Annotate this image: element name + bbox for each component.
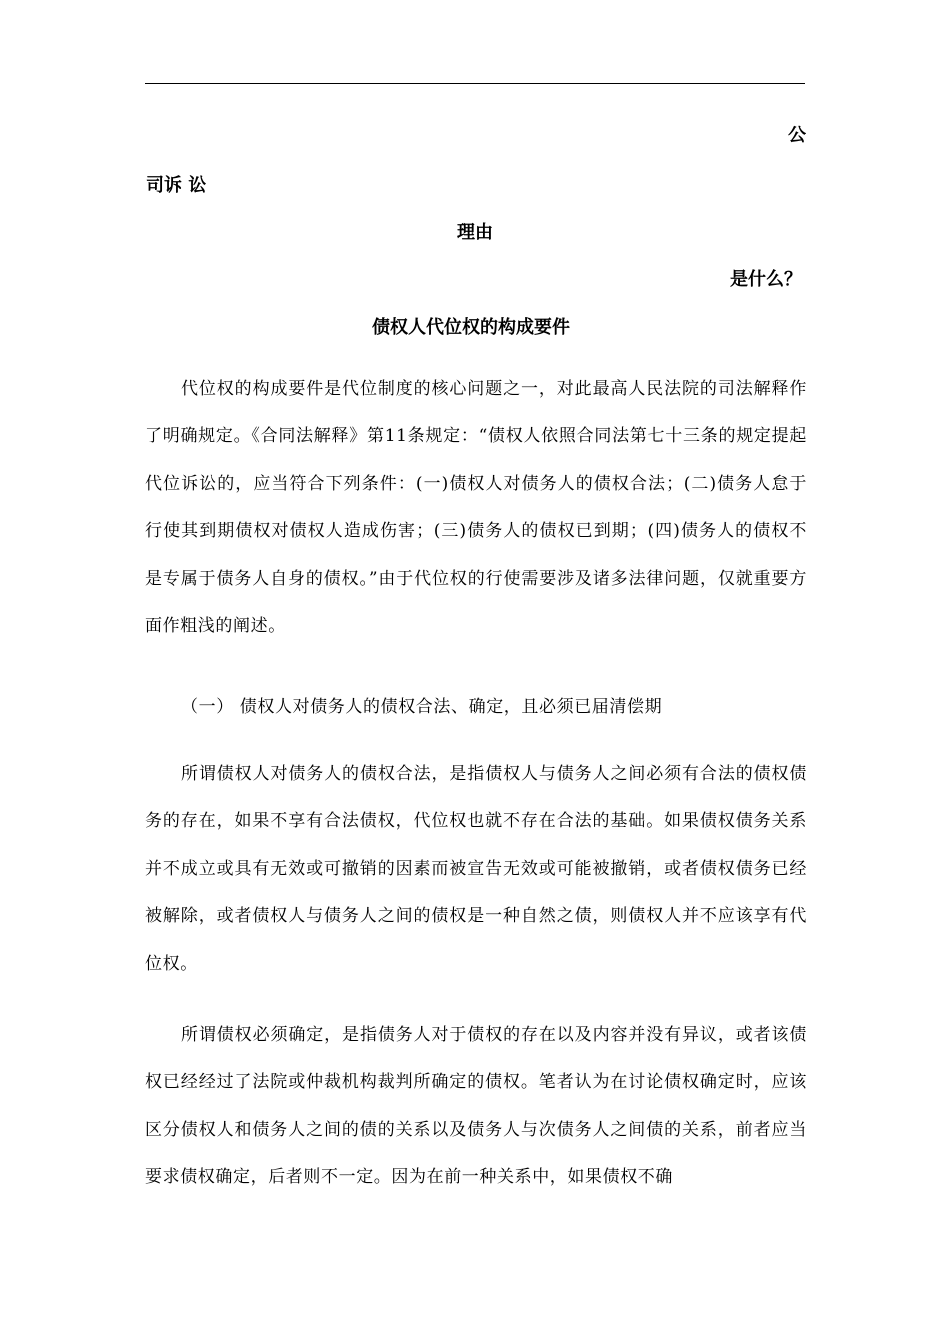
paragraph-intro: 代位权的构成要件是代位制度的核心问题之一，对此最高人民法院的司法解释作了明确规定。《合同法解释》第11条规定：“债权人依照合同法第七十三条的规定提起代位诉讼的，应当符合下列条件：(一)债权人对债务人的债权合法；(二)债务人怠于行使其到期债权对债权人造成伤害；(三)债务人的债权已到期；(四)债务人的债权不是专属于债务人自身的债权。”由于代位权的行使需要涉及诸多法律问题，仅就重要方面作粗浅的阐述。	[145, 379, 807, 637]
header-rule	[145, 83, 805, 84]
heading-line-3: 理由	[457, 222, 493, 243]
subheading-condition-1: （一） 债权人对债务人的债权合法、确定，且必须已届清偿期	[181, 697, 663, 717]
paragraph-lawful-claim: 所谓债权人对债务人的债权合法，是指债权人与债务人之间必须有合法的债权债务的存在，如果不享有合法债权，代位权也就不存在合法的基础。如果债权债务关系并不成立或具有无效或可撤销的因素而被宣告无效或可能被撤销，或者债权债务已经被解除，或者债权人与债务人之间的债权是一种自然之债，则债权人并不应该享有代位权。	[145, 764, 807, 974]
heading-line-4: 是什么？	[730, 269, 802, 290]
heading-line-1: 公	[788, 125, 806, 146]
heading-line-2: 司诉 讼	[146, 175, 207, 196]
section-title: 债权人代位权的构成要件	[372, 317, 570, 338]
paragraph-definite-claim: 所谓债权必须确定，是指债务人对于债权的存在以及内容并没有异议，或者该债权已经经过了法院或仲裁机构裁判所确定的债权。笔者认为在讨论债权确定时，应该区分债权人和债务人之间的债的关系以及债务人与次债务人之间债的关系，前者应当要求债权确定，后者则不一定。因为在前一种关系中，如果债权不确	[145, 1025, 807, 1188]
